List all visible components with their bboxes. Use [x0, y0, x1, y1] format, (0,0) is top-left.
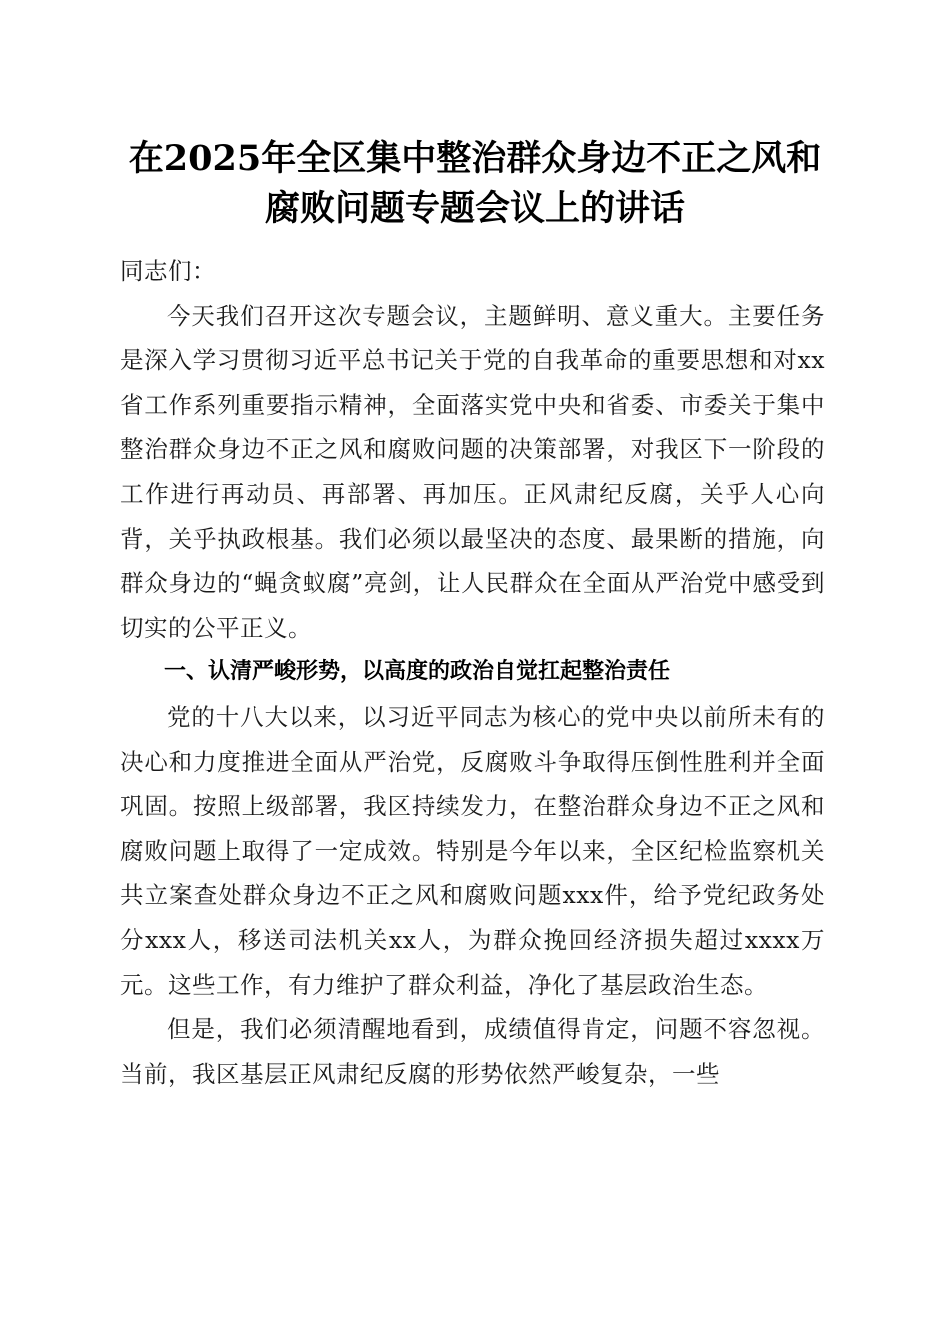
salutation: 同志们： — [120, 257, 216, 285]
document-body — [120, 249, 825, 1096]
paragraph-achievements: 党的十八大以来，以习近平同志为核心的党中央以前所未有的决心和力度推进全面从严治党，反腐败斗争取得压倒性胜利并全面巩固。按照上级部署，我区持续发力，在整治群众身边不正之风和腐败问题上取得了一定成效。特别是今年以来，全区纪检监察机关共立案查处群众身边不正之风和腐败问题xxx件，给予党纪政务处分xxx人，移送司法机关xx人，为群众挽回经济损失超过xxxx万元。这些工作，有力维护了群众利益，净化了基层政治生态。 — [120, 702, 825, 999]
title-line-1: 在2025年全区集中整治群众身边不正之风和 — [128, 138, 822, 179]
section-heading: 一、认清严峻形势，以高度的政治自觉扛起整治责任 — [164, 659, 671, 685]
paragraph-problems: 但是，我们必须清醒地看到，成绩值得肯定，问题不容忽视。当前，我区基层正风肃纪反腐的形势依然严峻复杂，一些 — [120, 1015, 825, 1088]
document-title — [100, 134, 850, 234]
paragraph-intro: 今天我们召开这次专题会议，主题鲜明、意义重大。主要任务是深入学习贯彻习近平总书记关于党的自我革命的重要思想和对xx省工作系列重要指示精神，全面落实党中央和省委、市委关于集中整治群众身边不正之风和腐败问题的决策部署，对我区下一阶段的工作进行再动员、再部署、再加压。正风肃纪反腐，关乎人心向背，关乎执政根基。我们必须以最坚决的态度、最果断的措施，向群众身边的“蝇贪蚁腐”亮剑，让人民群众在全面从严治党中感受到切实的公平正义。 — [120, 301, 825, 642]
title-line-2: 腐败问题专题会议上的讲话 — [264, 188, 685, 229]
